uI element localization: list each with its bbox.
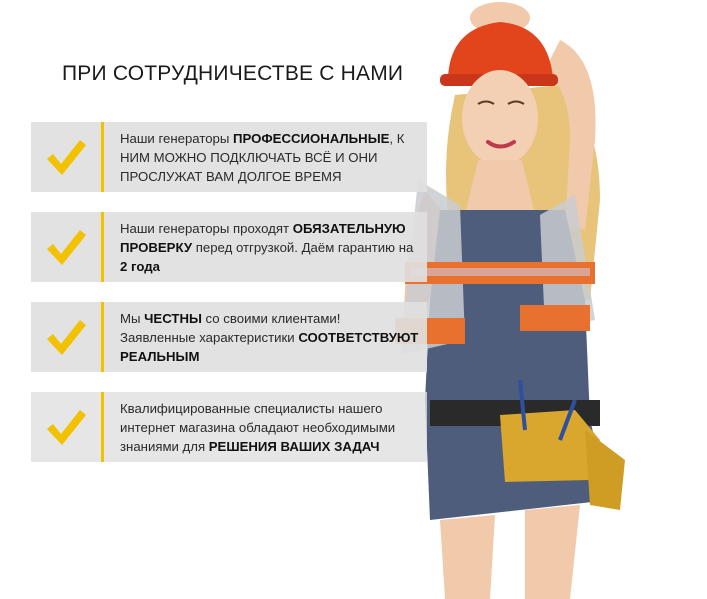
benefit-card-specialists	[31, 392, 427, 462]
benefit-text: Мы ЧЕСТНЫ со своими клиентами! Заявленные характеристики СООТВЕТСТВУЮТ РЕАЛЬНЫМ	[120, 311, 419, 364]
accent-divider	[101, 302, 104, 372]
check-icon	[31, 392, 101, 462]
accent-divider	[101, 212, 104, 282]
page-title: ПРИ СОТРУДНИЧЕСТВЕ С НАМИ	[62, 62, 404, 85]
benefit-card-professional	[31, 122, 427, 192]
benefit-card-honesty	[31, 302, 427, 372]
benefit-text: Квалифицированные специалисты нашего интернет магазина обладают необходимыми знаниями для РЕШЕНИЯ ВАШИХ ЗАДАЧ	[120, 401, 396, 454]
accent-divider	[101, 392, 104, 462]
check-icon	[31, 302, 101, 372]
worker-woman-photo	[380, 0, 707, 599]
benefit-card-inspection	[31, 212, 427, 282]
benefit-text: Наши генераторы ПРОФЕССИОНАЛЬНЫЕ, К НИМ МОЖНО ПОДКЛЮЧАТЬ ВСЁ И ОНИ ПРОСЛУЖАТ ВАМ ДОЛГОЕ ВРЕМЯ	[120, 131, 405, 184]
accent-divider	[101, 122, 104, 192]
benefit-text: Наши генераторы проходят ОБЯЗАТЕЛЬНУЮ ПРОВЕРКУ перед отгрузкой. Даём гарантию на 2 года	[120, 221, 414, 274]
check-icon	[31, 212, 101, 282]
check-icon	[31, 122, 101, 192]
